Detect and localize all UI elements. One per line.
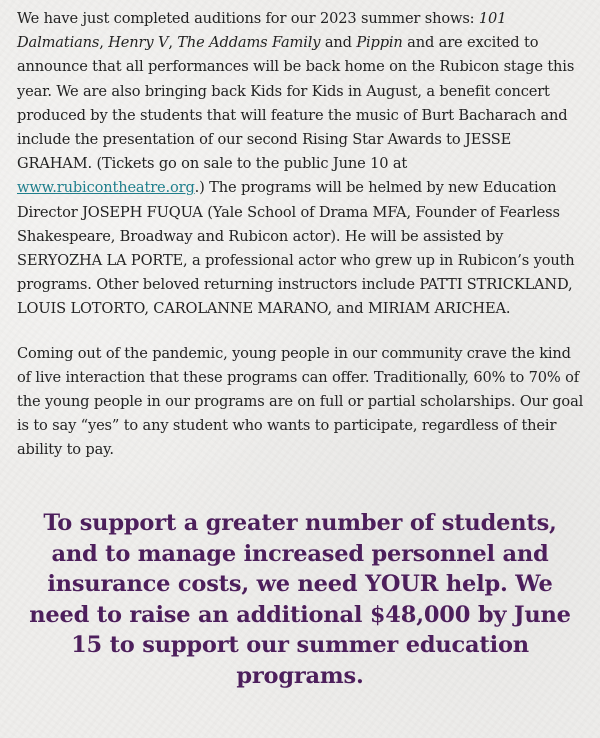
separator: ,	[168, 34, 178, 52]
separator: and	[320, 34, 357, 52]
show-title-101-dalmatians: 101 Dalmatians	[17, 10, 507, 52]
show-title-henry-v: Henry V	[108, 34, 169, 52]
intro-text: We have just completed auditions for our 2023 summer shows:	[17, 10, 479, 27]
body-text-1: and are excited to announce that all performances will be back home on the Rubicon stage this year. We are also bringing back Kids for Kids in August, a benefit concert produced by the students that will feature the music of Burt Bacharach and include the presentation of our second Rising Star Awards to JESSE GRAHAM. (Tickets go on sale to the public June 10 at	[17, 34, 575, 173]
auditions-paragraph	[17, 7, 587, 322]
separator: ,	[99, 34, 109, 52]
body-text-2: .) The programs will be helmed by new Education Director JOSEPH FUQUA (Yale School of Drama MFA, Founder of Fearless Shakespeare, Broadway and Rubicon actor). He will be assisted by SERYOZHA LA PORTE, a professional actor who grew up in Rubicon’s youth programs. Other beloved returning instructors include PATTI STRICKLAND, LOUIS LOTORTO, CAROLANNE MARANO, and MIRIAM ARICHEA.	[17, 179, 575, 318]
pandemic-paragraph: Coming out of the pandemic, young people in our community crave the kind of live interaction that these programs can offer. Traditionally, 60% to 70% of the young people in our programs are on full or partial scholarships. Our goal is to say “yes” to any student who wants to participate, regardless of their ability to pay.	[17, 344, 584, 459]
show-title-pippin: Pippin	[356, 34, 403, 52]
show-title-addams-family: The Addams Family	[177, 34, 321, 52]
letter-body	[17, 7, 587, 463]
fundraising-callout: To support a greater number of students, and to manage increased personnel and insurance costs, we need YOUR help. We need to raise an additional $48,000 by June 15 to support our summer education programs.	[29, 510, 571, 689]
website-link[interactable]: www.rubicontheatre.org	[17, 179, 195, 197]
